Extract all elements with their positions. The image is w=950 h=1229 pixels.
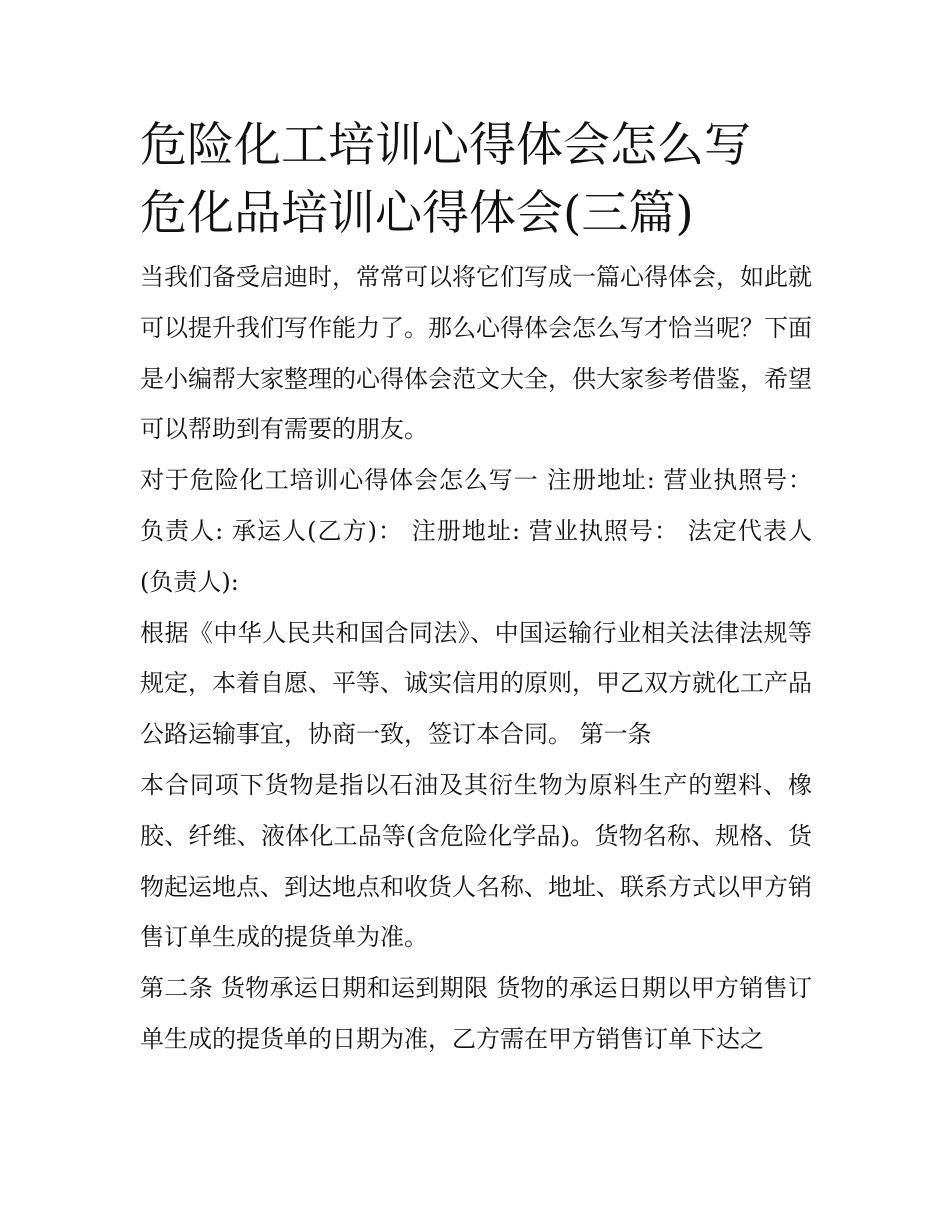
title-line-2: 危化品培训心得体会(三篇): [140, 186, 694, 241]
paragraph-goods-definition: 本合同项下货物是指以石油及其衍生物为原料生产的塑料、橡胶、纤维、液体化工品等(含危险化学品)。货物名称、规格、货物起运地点、到达地点和收货人名称、地址、联系方式以甲方销售订单生成的提货单为准。: [140, 770, 812, 952]
paragraph-contract-parties: 对于危险化工培训心得体会怎么写一 注册地址: 营业执照号： 负责人: 承运人(乙方)： 注册地址: 营业执照号： 法定代表人(负责人):: [140, 466, 812, 596]
paragraph-article-two: 第二条 货物承运日期和运到期限 货物的承运日期以甲方销售订单生成的提货单的日期为准，乙方需在甲方销售订单下达之: [140, 974, 812, 1053]
paragraph-intro: 当我们备受启迪时，常常可以将它们写成一篇心得体会，如此就可以提升我们写作能力了。那么心得体会怎么写才恰当呢？下面是小编帮大家整理的心得体会范文大全，供大家参考借鉴，希望可以帮助到有需要的朋友。: [140, 263, 812, 444]
title-line-1: 危险化工培训心得体会怎么写: [140, 118, 751, 173]
paragraph-legal-basis: 根据《中华人民共和国合同法》、中国运输行业相关法律法规等规定，本着自愿、平等、诚实信用的原则，甲乙双方就化工产品公路运输事宜，协商一致，签订本合同。 第一条: [140, 618, 812, 749]
document-content: [140, 112, 812, 1065]
document-title: [140, 112, 812, 248]
